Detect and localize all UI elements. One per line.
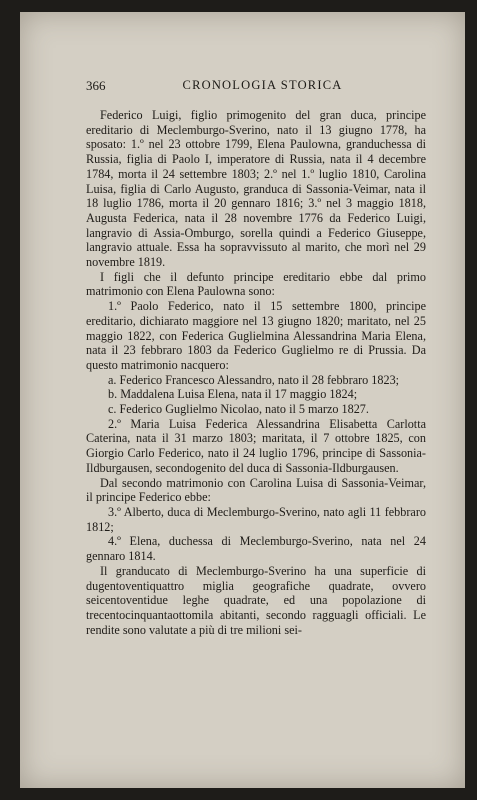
paragraph: 2.º Maria Luisa Federica Alessandrina Elisabetta Carlotta Caterina, nata il 31 marzo 1803; maritata, il 7 ottobre 1825, con Giorgio Carlo Federico, nato il 24 luglio 1796, principe di Sassonia-Ildburgausen, secondogenito del duca di Sassonia-Ildburgausen. xyxy=(86,416,426,475)
paragraph: 1.º Paolo Federico, nato il 15 settembre 1800, principe ereditario, dichiarato maggiore nel 13 giugno 1820; maritato, nel 25 maggio 1822, con Federica Guglielmina Alessandrina Maria Elena, nata il 23 febbraro 1803 da Federico Guglielmo re di Prussia. Da questo matrimonio nacquero: xyxy=(86,299,426,372)
book-page xyxy=(20,12,465,788)
paragraph: b. Maddalena Luisa Elena, nata il 17 maggio 1824; xyxy=(108,387,358,402)
paragraph: 3.º Alberto, duca di Meclemburgo-Sverino, nato agli 11 febbraro 1812; xyxy=(86,504,426,534)
page-header xyxy=(20,78,465,98)
paragraph: Il granducato di Meclemburgo-Sverino ha una superficie di dugentoventiquattro miglia geografiche quadrate, ovvero seicentoventidue leghe quadrate, ed una popolazione di trecentocinquantaottomila abitanti, secondo ragguagli officiali. Le rendite sono valutate a più di tre milioni sei- xyxy=(86,563,426,637)
page-number: 366 xyxy=(86,78,106,93)
running-title: CRONOLOGIA STORICA xyxy=(182,78,343,92)
paragraph: Federico Luigi, figlio primogenito del gran duca, principe ereditario di Meclemburgo-Sverino, nato il 13 giugno 1778, ha sposato: 1.º nel 23 ottobre 1799, Elena Paulowna, granduchessa di Russia, figlia di Paolo I, imperatore di Russia, nata il 4 decembre 1784, morta il 24 settembre 1803; 2.º nel 1.º luglio 1810, Carolina Luisa, figlia di Carlo Augusto, granduca di Sassonia-Veimar, nata il 18 luglio 1786, morta il 20 gennaro 1816; 3.º nel 3 maggio 1818, Augusta Federica, nata il 28 novembre 1776 da Federico Luigi, langravio di Assia-Omburgo, sorella quindi a Federico Giuseppe, langravio attuale. Essa ha sopravvissuto al marito, che morì nel 29 novembre 1819. xyxy=(86,108,426,270)
paragraph: 4.º Elena, duchessa di Meclemburgo-Sverino, nata nel 24 gennaro 1814. xyxy=(86,534,426,564)
paragraph: a. Federico Francesco Alessandro, nato il 28 febbraro 1823; xyxy=(108,372,400,387)
paragraph: c. Federico Guglielmo Nicolao, nato il 5 marzo 1827. xyxy=(108,402,369,417)
body-text xyxy=(86,108,426,637)
paragraph: I figli che il defunto principe ereditario ebbe dal primo matrimonio con Elena Paulowna sono: xyxy=(86,269,426,299)
paragraph: Dal secondo matrimonio con Carolina Luisa di Sassonia-Veimar, il principe Federico ebbe: xyxy=(86,475,426,505)
